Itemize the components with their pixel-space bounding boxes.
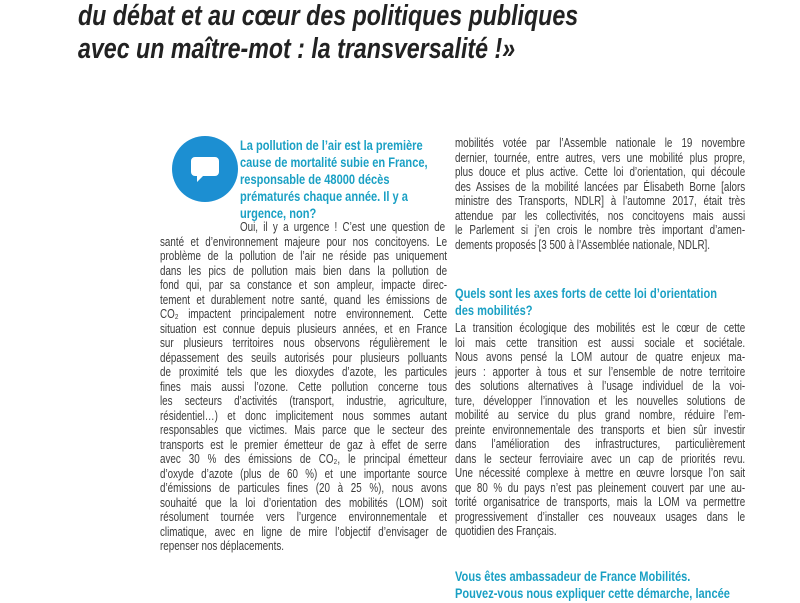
- text-line: attendue par les collectivités, nos concitoyens mais aussi: [455, 208, 746, 223]
- headline-line: avec un maître-mot : la transversalité !»: [78, 33, 516, 65]
- text-line: ture, développer l’innovation et les nouvelles solutions de: [455, 393, 746, 408]
- text-line: responsables que victimes. Mais parce que le secteur des: [160, 423, 448, 437]
- text-line: résidentiel…) et donc implicitement nous sommes autant: [160, 408, 448, 423]
- text-line: avec 30 % des émissions de CO₂, le principal émetteur: [160, 452, 448, 466]
- text-line: santé et d’environnement majeure pour nos concitoyens. Le: [160, 234, 448, 249]
- text-line: CO₂ impactent principalement notre environnement. Cette: [160, 307, 448, 321]
- text-line: dements proposés [3 500 à l’Assemblée nationale, NDLR].: [455, 237, 710, 252]
- speech-bubble-icon: [172, 136, 238, 202]
- text-line: dépassement des seuils autorisés pour plusieurs polluants: [160, 350, 448, 365]
- text-line: quotidien des Français.: [455, 524, 557, 538]
- text-line: situation est connue depuis plusieurs années, et en France: [160, 321, 448, 336]
- text-line: les secteurs d’activités (transport, industrie, agriculture,: [160, 394, 448, 408]
- text-line: fond qui, par sa constance et son ampleur, impacte direc-: [160, 278, 448, 292]
- text-line: plus douce et plus active. Cette loi d’orientation, qui découle: [455, 165, 746, 179]
- text-line: dernier, tournée, entre autres, vers une mobilité plus propre,: [455, 150, 746, 165]
- text-line: loi mais cette transition est aussi sociale et sociétale.: [455, 335, 746, 350]
- text-line: que 80 % du pays n’est pas pleinement couvert par une au-: [455, 480, 746, 495]
- text-line: mobilités votée par l’Assemble nationale le 19 novembre: [455, 136, 746, 150]
- text-line: jeurs : apporter à tous et sur l’ensemble de notre territoire: [455, 364, 746, 379]
- text-line: repenser nos déplacements.: [160, 539, 284, 553]
- text-line: torité organisatrice de transports, mais la LOM va permettre: [455, 495, 746, 509]
- text-line: Pouvez-vous nous expliquer cette démarche, lancée: [455, 586, 730, 602]
- text-line: Nous avons pensé la LOM autour de quatre enjeux ma-: [455, 350, 746, 364]
- question-2: [455, 286, 745, 320]
- text-line: d’émissions de particules fines (20 à 25 %), nous avons: [160, 481, 448, 495]
- text-line: de proximité tels que les dioxydes d’azote, les particules: [160, 365, 448, 379]
- text-line: Oui, il y a urgence ! C’est une question de: [240, 220, 446, 234]
- paragraph-1: [455, 136, 745, 252]
- text-line: résolument tournée vers l’urgence environnementale et: [160, 510, 448, 524]
- question-3: [455, 569, 745, 603]
- text-line: Une nécessité complexe à mettre en œuvre lorsque l’on sait: [455, 466, 746, 480]
- text-line: fines mais aussi l’ozone. Cette pollution concerne tous: [160, 379, 448, 394]
- text-line: des solutions alternatives à l’usage individuel de la voi-: [455, 379, 746, 393]
- text-line: souhaité que la loi d’orientation des mobilités (LOM) soit: [160, 495, 448, 510]
- text-line: dans le secteur ferroviaire avec un cap de priorités revu.: [455, 451, 746, 466]
- text-line: transports est le premier émetteur de gaz à effet de serre: [160, 437, 448, 452]
- headline: [78, 0, 686, 66]
- text-line: climatique, avec en ligne de mire l’objectif d’envisager de: [160, 524, 448, 539]
- text-line: prématurés chaque année. Il y a: [240, 189, 408, 205]
- text-line: Vous êtes ambassadeur de France Mobilités.: [455, 569, 691, 585]
- text-line: La transition écologique des mobilités est le cœur de cette: [455, 321, 746, 335]
- answer-first-line: [240, 220, 445, 235]
- text-line: progressivement d’installer ces nouveaux usages dans le: [455, 509, 746, 524]
- text-line: tement et durablement notre santé, quand les émissions de: [160, 292, 448, 307]
- text-line: responsable de 48000 décès: [240, 172, 390, 188]
- paragraph-2: [455, 321, 745, 539]
- text-line: cause de mortalité subie en France,: [240, 155, 428, 171]
- text-line: preinte environnementale des transports et bien sûr investir: [455, 422, 746, 437]
- text-line: dans les pics de pollution mais bien dans la pollution de: [160, 263, 448, 278]
- text-line: La pollution de l’air est la première: [240, 138, 423, 154]
- text-line: dans l’amélioration des infrastructures, particulièrement: [455, 437, 746, 451]
- text-line: urgence, non?: [240, 206, 317, 222]
- question-1: [240, 138, 455, 223]
- text-line: problème de la pollution de l’air ne réside pas uniquement: [160, 249, 448, 263]
- answer-1: [160, 235, 447, 554]
- text-line: Quels sont les axes forts de cette loi d’orientation: [455, 286, 717, 302]
- text-line: ministre des Transports, NDLR] à l’automne 2017, était très: [455, 194, 746, 208]
- headline-line: du débat et au cœur des politiques publiques: [78, 0, 579, 32]
- text-line: le Parlement si j’en crois le nombre très important d’amen-: [455, 223, 746, 237]
- text-line: d’oxyde d’azote (plus de 60 %) et une importante source: [160, 466, 448, 481]
- text-line: mobilité au service du plus grand nombre, réduire l’em-: [455, 408, 746, 422]
- text-line: des Assises de la mobilité lancées par Élisabeth Borne [alors: [455, 179, 746, 194]
- text-line: des mobilités?: [455, 303, 533, 319]
- text-line: sur plusieurs territoires nous observons régulièrement le: [160, 336, 448, 350]
